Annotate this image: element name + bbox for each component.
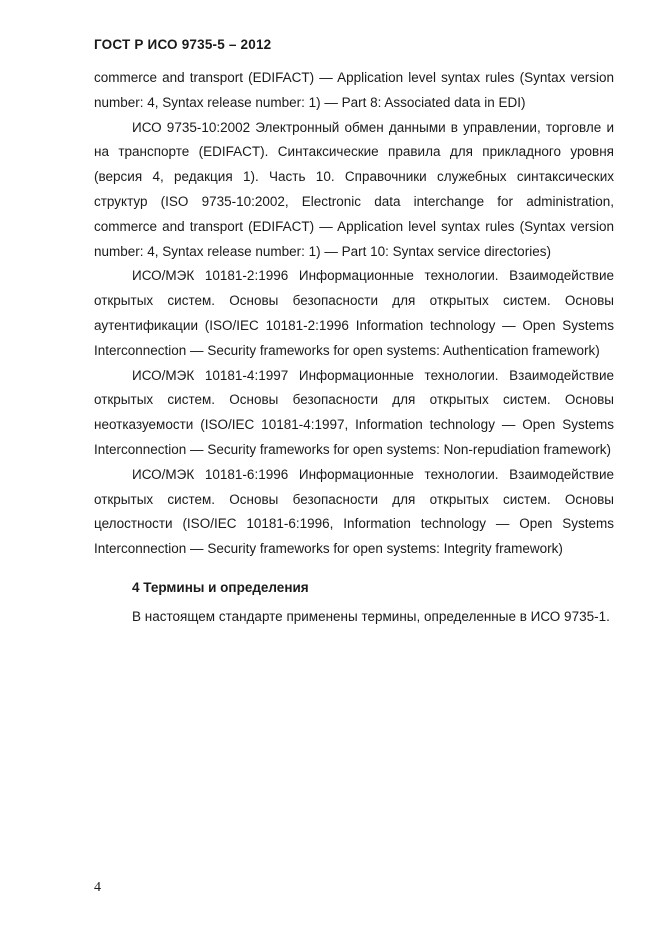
reference-iso-9735-10: ИСО 9735-10:2002 Электронный обмен данными в управлении, торговле и на транспорте (EDIFACT). Синтаксические правила для прикладного уровня (версия 4, редакция 1). Часть 10. Справочники служебных синтаксических структур (ISO 9735-10:2002, Electronic data interchange for administration, commerce and transport (EDIFACT) — Application level syntax rules (Syntax version number: 4, Syntax release number: 1) — Part 10: Syntax service directories) [94, 119, 614, 259]
reference-iso-iec-10181-6: ИСО/МЭК 10181-6:1996 Информационные технологии. Взаимодействие открытых систем. Основы безопасности для открытых систем. Основы целостности (ISO/IEC 10181-6:1996, Information technology — Open Systems Interconnection — Security frameworks for open systems: Integrity framework) [94, 466, 614, 557]
reference-iso-iec-10181-2: ИСО/МЭК 10181-2:1996 Информационные технологии. Взаимодействие открытых систем. Основы безопасности для открытых систем. Основы аутентификации (ISO/IEC 10181-2:1996 Information technology — Open Systems Interconnection — Security frameworks for open systems: Authentication framework) [94, 268, 614, 358]
document-body [94, 66, 614, 630]
reference-iso-iec-10181-4: ИСО/МЭК 10181-4:1997 Информационные технологии. Взаимодействие открытых систем. Основы безопасности для открытых систем. Основы неотказуемости (ISO/IEC 10181-4:1997, Information technology — Open Systems Interconnection — Security frameworks for open systems: Non-repudiation framework) [94, 367, 614, 457]
section-heading: 4 Термины и определения [132, 579, 309, 595]
paragraph-continuation: commerce and transport (EDIFACT) — Application level syntax rules (Syntax version number: 4, Syntax release number: 1) — Part 8: Associated data in EDI) [94, 70, 614, 110]
section-paragraph: В настоящем стандарте применены термины, определенные в ИСО 9735-1. [132, 608, 610, 624]
page-number: 4 [94, 880, 101, 895]
document-header: ГОСТ Р ИСО 9735-5 – 2012 [94, 37, 272, 52]
